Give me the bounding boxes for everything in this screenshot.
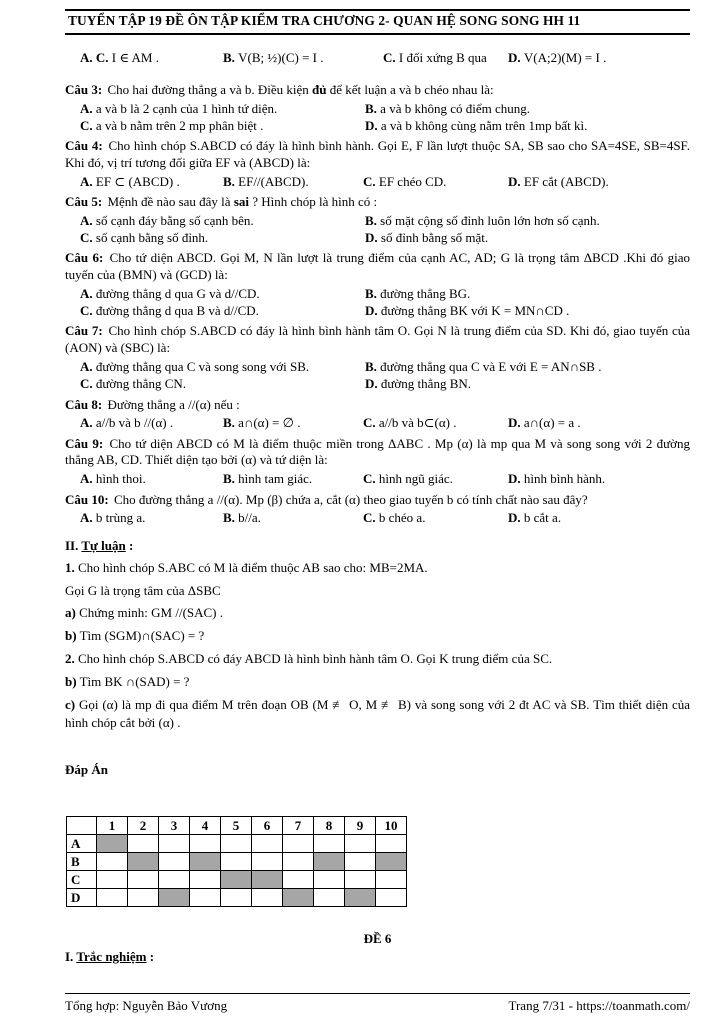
option-label: D. xyxy=(508,50,521,65)
answer-option: C. số cạnh bằng số đỉnh. xyxy=(80,230,209,246)
answer-option: D. đường thẳng BN. xyxy=(365,376,472,392)
question-block xyxy=(65,250,690,319)
option-label: B. xyxy=(365,213,377,229)
essay-line-label: b) xyxy=(65,674,77,690)
answer-table-row xyxy=(67,871,407,889)
essay-heading-suffix: : xyxy=(125,537,134,553)
essay-line: b) Tìm BK ∩(SAD) = ? xyxy=(65,674,190,690)
answer-cell-marked xyxy=(128,853,159,871)
essay-lines xyxy=(65,559,690,733)
question-block xyxy=(65,194,690,246)
answer-option: B. số mặt cộng số đỉnh luôn lớn hơn số cạnh. xyxy=(365,213,600,229)
answer-cell xyxy=(190,889,221,907)
question-stem: Câu 9: Cho tứ diện ABCD có M là điểm thuộc miền trong ΔABC . Mp (α) là mp qua M và song song với 2 đường thẳng AB, CD. Thiết diện tạo bởi (α) và tứ diện là: xyxy=(65,435,691,468)
question-number: Câu 7: xyxy=(65,323,103,339)
option-label: A. xyxy=(80,286,93,302)
answer-cell xyxy=(159,835,190,853)
answer-cell xyxy=(221,889,252,907)
answer-cell xyxy=(97,853,128,871)
question-number: Câu 4: xyxy=(65,138,103,154)
option-label: C. xyxy=(363,415,376,431)
essay-line-label: b) xyxy=(65,628,77,644)
answer-table-col-header: 9 xyxy=(345,817,376,835)
question-block xyxy=(65,436,690,488)
option-label: B. xyxy=(365,286,377,302)
page-content xyxy=(65,9,690,732)
option-label: A. C. xyxy=(80,50,109,65)
answer-option: A. hình thoi. xyxy=(80,471,146,487)
answer-table-row-label: D xyxy=(67,889,97,907)
option-label: D. xyxy=(365,230,378,246)
carryover-options-row xyxy=(65,44,690,72)
answer-table-col-header: 7 xyxy=(283,817,314,835)
option-label: C. xyxy=(80,230,93,246)
option-label: D. xyxy=(365,118,378,134)
answer-option: C. a và b nằm trên 2 mp phân biệt . xyxy=(80,118,264,134)
answer-cell xyxy=(345,853,376,871)
essay-line-label: c) xyxy=(65,697,76,713)
answer-option: D. EF cắt (ABCD). xyxy=(508,173,609,189)
option-label: C. xyxy=(363,471,376,487)
answer-option: D. a và b không cùng nằm trên 1mp bất kì. xyxy=(365,118,588,134)
essay-line: Gọi G là trọng tâm của ΔSBC xyxy=(65,582,221,598)
option-label: C. xyxy=(80,303,93,319)
answer-option: A. đường thẳng qua C và song song với SB. xyxy=(80,359,310,375)
question-block xyxy=(65,397,690,432)
carryover-option: D. V(A;2)(M) = I . xyxy=(508,50,607,65)
option-label: C. xyxy=(80,118,93,134)
document-header xyxy=(65,9,690,35)
answer-table-corner-cell xyxy=(67,817,97,835)
option-label: D. xyxy=(508,173,521,189)
essay-line: b) Tìm (SGM)∩(SAC) = ? xyxy=(65,628,205,644)
page-footer xyxy=(65,993,690,1014)
answer-option: A. EF ⊂ (ABCD) . xyxy=(80,173,180,189)
answer-cell xyxy=(283,835,314,853)
carryover-option: C. I đối xứng B qua xyxy=(383,50,487,65)
option-label: C. xyxy=(80,376,93,392)
options-grid xyxy=(65,358,690,392)
question-block xyxy=(65,82,690,134)
answer-cell xyxy=(190,835,221,853)
answer-table-col-header: 8 xyxy=(314,817,345,835)
section-title: Trắc nghiệm xyxy=(76,949,147,964)
question-number: Câu 5: xyxy=(65,194,103,210)
answer-cell xyxy=(97,871,128,889)
option-label: D. xyxy=(508,415,521,431)
answer-cell xyxy=(190,871,221,889)
question-stem: Câu 3: Cho hai đường thẳng a và b. Điều kiện đủ để kết luận a và b chéo nhau là: xyxy=(65,82,494,97)
answer-table-col-header: 2 xyxy=(128,817,159,835)
answer-table-col-header: 1 xyxy=(97,817,128,835)
answer-cell xyxy=(314,871,345,889)
option-label: D. xyxy=(508,471,521,487)
option-label: C. xyxy=(383,50,396,65)
question-block xyxy=(65,138,690,190)
essay-line: c) Gọi (α) là mp đi qua điểm M trên đoạn OB (M ≢ O, M ≢ B) và song song với 2 đt AC và SB. Tìm thiết diện của hình chóp cắt bởi (α) . xyxy=(65,697,690,731)
answer-table-col-header: 6 xyxy=(252,817,283,835)
answer-cell xyxy=(159,871,190,889)
answer-cell xyxy=(252,853,283,871)
answer-cell xyxy=(252,835,283,853)
answer-option: B. b//a. xyxy=(223,510,261,526)
question-stem: Câu 5: Mệnh đề nào sau đây là sai ? Hình chóp là hình có : xyxy=(65,194,378,210)
answer-cell-marked xyxy=(97,835,128,853)
document-title: TUYỂN TẬP 19 ĐỀ ÔN TẬP KIỂM TRA CHƯƠNG 2- QUAN HỆ SONG SONG HH 11 xyxy=(68,13,581,28)
answer-table-row xyxy=(67,835,407,853)
question-number: Câu 10: xyxy=(65,491,109,507)
answer-option: D. hình bình hành. xyxy=(508,471,606,487)
question-number: Câu 8: xyxy=(65,396,103,412)
essay-line-label: a) xyxy=(65,605,76,621)
option-label: B. xyxy=(365,359,377,375)
answer-cell xyxy=(159,853,190,871)
option-label: D. xyxy=(365,303,378,319)
answer-cell xyxy=(283,853,314,871)
option-label: C. xyxy=(363,510,376,526)
options-grid xyxy=(65,470,690,487)
options-grid xyxy=(65,173,690,190)
option-label: C. xyxy=(363,173,376,189)
answer-cell xyxy=(345,871,376,889)
answer-cell-marked xyxy=(314,853,345,871)
answer-cell xyxy=(345,835,376,853)
answer-table-col-header: 4 xyxy=(190,817,221,835)
option-label: A. xyxy=(80,510,93,526)
answer-option: D. a∩(α) = a . xyxy=(508,415,581,431)
answer-cell xyxy=(128,835,159,853)
answer-cell-marked xyxy=(190,853,221,871)
answer-option: A. số cạnh đáy bằng số cạnh bên. xyxy=(80,213,254,229)
essay-line: a) Chứng minh: GM //(SAC) . xyxy=(65,605,224,621)
question-block xyxy=(65,323,690,392)
option-label: D. xyxy=(365,376,378,392)
option-label: B. xyxy=(223,471,235,487)
option-label: A. xyxy=(80,415,93,431)
option-label: A. xyxy=(80,173,93,189)
essay-line: 2. Cho hình chóp S.ABCD có đáy ABCD là hình bình hành tâm O. Gọi K trung điểm của SC. xyxy=(65,651,553,667)
option-label: A. xyxy=(80,471,93,487)
answer-table-row-label: A xyxy=(67,835,97,853)
answer-cell-marked xyxy=(252,871,283,889)
options-grid xyxy=(65,285,690,319)
essay-line: 1. Cho hình chóp S.ABC có M là điểm thuộc AB sao cho: MB=2MA. xyxy=(65,559,428,575)
options-grid xyxy=(65,509,690,526)
essay-section xyxy=(65,538,690,733)
answer-table-row-label: B xyxy=(67,853,97,871)
option-label: D. xyxy=(508,510,521,526)
answer-cell xyxy=(252,889,283,907)
option-label: B. xyxy=(223,415,235,431)
question-number: Câu 9: xyxy=(65,435,104,451)
answer-cell-marked xyxy=(159,889,190,907)
answer-table-row xyxy=(67,889,407,907)
answer-option: A. a và b là 2 cạnh của 1 hình tứ diện. xyxy=(80,100,278,116)
answer-key-table xyxy=(66,816,407,907)
next-exam-section-heading xyxy=(65,949,154,965)
answer-cell-marked xyxy=(345,889,376,907)
essay-heading-prefix: II. xyxy=(65,537,82,553)
answer-cell-marked xyxy=(376,853,407,871)
answer-cell xyxy=(221,853,252,871)
answer-option: B. đường thẳng BG. xyxy=(365,286,471,302)
option-label: A. xyxy=(80,213,93,229)
answer-cell-marked xyxy=(283,889,314,907)
answer-option: C. b chéo a. xyxy=(363,510,426,526)
answer-table-col-header: 10 xyxy=(376,817,407,835)
section-prefix: I. xyxy=(65,949,77,964)
answer-option: B. đường thẳng qua C và E với E = AN∩SB . xyxy=(365,359,602,375)
answer-option: A. đường thẳng d qua G và d//CD. xyxy=(80,286,260,302)
answer-cell-marked xyxy=(221,871,252,889)
answer-option: D. đường thẳng BK với K = MN∩CD . xyxy=(365,303,570,319)
next-exam-title: ĐỀ 6 xyxy=(363,931,392,946)
answer-option: A. b trùng a. xyxy=(80,510,146,526)
answer-option: B. EF//(ABCD). xyxy=(223,173,309,189)
answer-option: D. số đỉnh bằng số mặt. xyxy=(365,230,489,246)
carryover-option: A. C. I ∈ AM . xyxy=(80,50,159,65)
answer-option: A. a//b và b //(α) . xyxy=(80,415,174,431)
question-number: Câu 6: xyxy=(65,250,104,266)
answer-option: C. a//b và b⊂(α) . xyxy=(363,415,457,431)
options-grid xyxy=(65,100,690,134)
essay-heading-title: Tự luận xyxy=(81,537,126,553)
question-stem: Câu 10: Cho đường thẳng a //(α). Mp (β) chứa a, cắt (α) theo giao tuyến b có tính chất nào sau đây? xyxy=(65,491,588,507)
section-suffix: : xyxy=(146,949,155,964)
answer-cell xyxy=(97,889,128,907)
option-label: B. xyxy=(223,50,235,65)
footer-page-url: Trang 7/31 - https://toanmath.com/ xyxy=(508,998,690,1013)
question-block xyxy=(65,492,690,527)
answer-option: C. EF chéo CD. xyxy=(363,173,447,189)
answer-table-row xyxy=(67,853,407,871)
answer-table-col-header: 5 xyxy=(221,817,252,835)
option-label: B. xyxy=(223,173,235,189)
answer-cell xyxy=(314,835,345,853)
answer-cell xyxy=(128,871,159,889)
option-label: A. xyxy=(80,359,93,375)
question-stem: Câu 6: Cho tứ diện ABCD. Gọi M, N lần lượt là trung điểm của cạnh AC, AD; G là trọng tâm ΔBCD .Khi đó giao tuyến của (BMN) và (GCD) là: xyxy=(65,250,691,283)
answer-option: C. đường thẳng CN. xyxy=(80,376,187,392)
options-grid xyxy=(65,212,690,246)
answer-option: C. hình ngũ giác. xyxy=(363,471,453,487)
option-label: B. xyxy=(365,100,377,116)
answer-cell xyxy=(376,835,407,853)
questions-section xyxy=(65,82,690,527)
answer-table-col-header: 3 xyxy=(159,817,190,835)
answer-cell xyxy=(314,889,345,907)
options-grid xyxy=(65,414,690,431)
essay-line-label: 2. xyxy=(65,651,75,667)
answer-cell xyxy=(221,835,252,853)
footer-author: Tổng hợp: Nguyễn Bảo Vương xyxy=(65,998,228,1013)
answer-cell xyxy=(376,889,407,907)
answer-option: B. a và b không có điểm chung. xyxy=(365,100,530,116)
answer-key-title: Đáp Án xyxy=(65,762,108,777)
answer-cell xyxy=(376,871,407,889)
essay-section-heading xyxy=(65,538,690,554)
question-stem: Câu 4: Cho hình chóp S.ABCD có đáy là hình bình hành. Gọi E, F lần lượt thuộc SA, SB sao cho SA=4SE, SB=4SF. Khi đó, vị trí tương đối giữa EF và (ABCD) là: xyxy=(65,138,690,171)
answer-cell xyxy=(128,889,159,907)
answer-cell xyxy=(283,871,314,889)
answer-table-row-label: C xyxy=(67,871,97,889)
question-number: Câu 3: xyxy=(65,82,103,97)
essay-line-label: 1. xyxy=(65,559,75,575)
option-label: B. xyxy=(223,510,235,526)
carryover-option: B. V(B; ½)(C) = I . xyxy=(223,50,324,65)
question-stem: Câu 7: Cho hình chóp S.ABCD có đáy là hình bình hành tâm O. Gọi N là trung điểm của SD. Khi đó, giao tuyến của (AON) và (SBC) là: xyxy=(65,323,690,356)
answer-option: D. b cắt a. xyxy=(508,510,562,526)
answer-option: B. hình tam giác. xyxy=(223,471,313,487)
option-label: A. xyxy=(80,100,93,116)
question-stem: Câu 8: Đường thẳng a //(α) nếu : xyxy=(65,396,240,412)
answer-option: C. đường thẳng d qua B và d//CD. xyxy=(80,303,259,319)
answer-option: B. a∩(α) = ∅ . xyxy=(223,415,301,431)
